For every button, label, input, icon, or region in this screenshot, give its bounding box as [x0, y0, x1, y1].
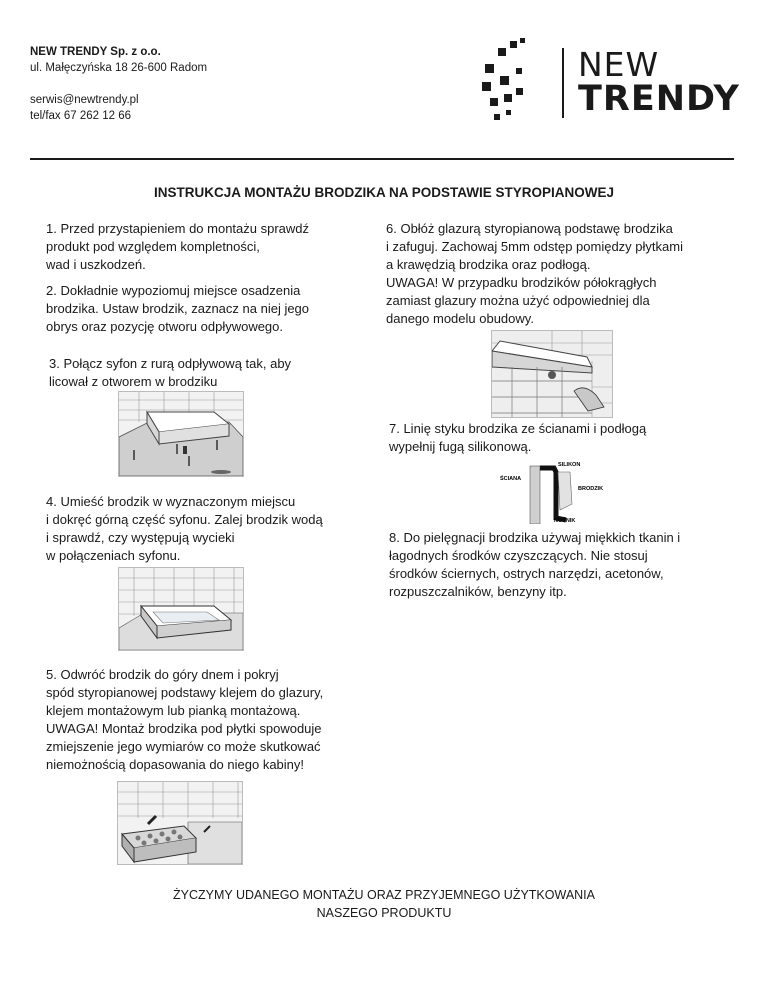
step-3-illustration [118, 391, 244, 477]
step-3-text: 3. Połącz syfon z rurą odpływową tak, aby licował z otworem w brodziku [49, 356, 292, 389]
logo-line-trendy: TRENDY [578, 79, 740, 119]
footer-message: ŻYCZYMY UDANEGO MONTAŻU ORAZ PRZYJEMNEGO UŻYTKOWANIA NASZEGO PRODUKTU [172, 888, 595, 920]
step-4-illustration [118, 567, 244, 651]
company-email[interactable]: serwis@newtrendy.pl [30, 94, 139, 106]
company-address: ul. Małęczyńska 18 26-600 Radom [30, 62, 208, 74]
step-5-illustration [117, 781, 243, 865]
step-7-diagram [496, 460, 608, 524]
label-brodzik: BRODZIK [578, 486, 604, 492]
logo-wordmark [578, 45, 740, 119]
logo-mark-icon [480, 38, 540, 130]
step-6-illustration [491, 330, 613, 418]
logo-line-new: NEW [578, 45, 660, 84]
label-sciana: ŚCIANA [500, 476, 522, 482]
step-6-text: 6. Obłóż glazurą styropianową podstawę brodzika i zafuguj. Zachowaj 5mm odstęp pomiędzy płytkami a krawędzią brodzika oraz podłogą. UWAGA! W przypadku brodzików półokrągłych zamiast glazury można użyć odpowiedniej dla danego modelu obudowy. [386, 221, 683, 326]
step-7-text: 7. Linię styku brodzika ze ścianami i podłogą wypełnij fugą silikonową. [389, 421, 647, 454]
company-block [30, 44, 207, 76]
label-silikon: SILIKON [558, 462, 581, 468]
step-5-text: 5. Odwróć brodzik do góry dnem i pokryj spód styropianowej podstawy klejem do glazury, klejem montażowym lub pianką montażową. UWAGA! Montaż brodzika pod płytki spowoduje zmiejszenie jego wymiarów co może skutkować niemożnością dopasowania do niego kabiny! [46, 667, 324, 772]
page-title: INSTRUKCJA MONTAŻU BRODZIKA NA PODSTAWIE STYROPIANOWEJ [153, 185, 614, 200]
header-divider [30, 158, 734, 160]
step-8-text: 8. Do pielęgnacji brodzika używaj miękkich tkanin i łagodnych środków czyszczących. Nie stosuj środków ściernych, ostrych narzędzi, acetonów, rozpuszczalników, benzyny itp. [389, 530, 681, 599]
step-4-text: 4. Umieść brodzik w wyznaczonym miejscu i dokręć górną część syfonu. Zalej brodzik wodą i sprawdź, czy występują wycieki w połączeniach syfonu. [46, 494, 323, 563]
contact-block [30, 92, 139, 124]
label-nosnik: NOŚNIK [554, 518, 576, 524]
step-1-text: 1. Przed przystapieniem do montażu sprawdź produkt pod względem kompletności, wad i uszkodzeń. [46, 221, 310, 272]
company-phone: tel/fax 67 262 12 66 [30, 110, 132, 122]
company-name: NEW TRENDY Sp. z o.o. [30, 46, 161, 58]
step-2-text: 2. Dokładnie wypoziomuj miejsce osadzenia brodzika. Ustaw brodzik, zaznacz na niej jego obrys oraz pozycję otworu odpływowego. [46, 283, 310, 334]
logo-divider [562, 48, 564, 118]
